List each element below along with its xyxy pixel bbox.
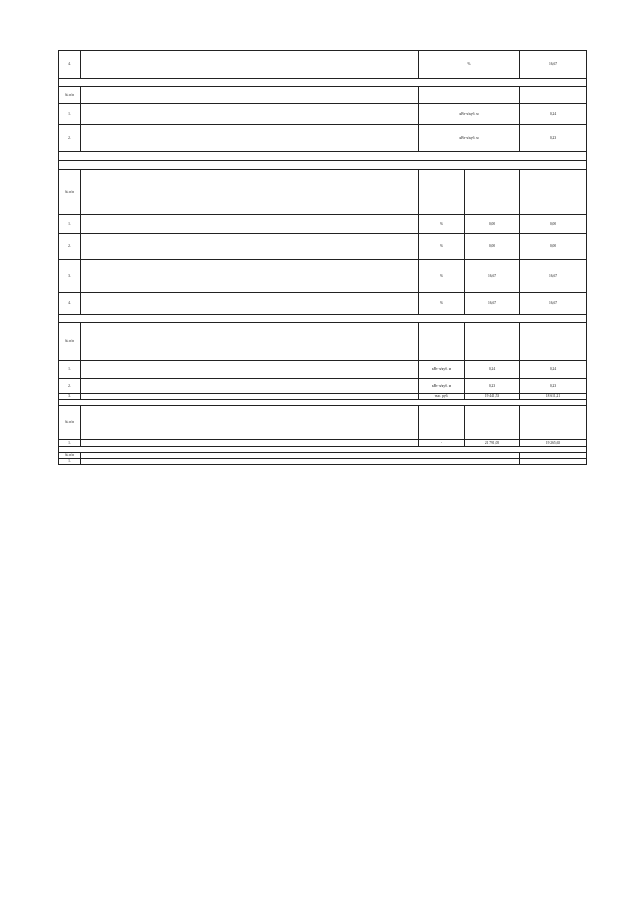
unit-cell: %	[419, 51, 520, 79]
indicator-name	[81, 104, 419, 125]
row-number: 1.	[59, 361, 81, 379]
header-fact	[520, 406, 587, 440]
plan-value: 21 791,05	[465, 440, 520, 447]
row-number: 2.	[59, 379, 81, 394]
indicator-name	[81, 215, 419, 234]
unit-cell: кВт·ч/куб. м	[419, 361, 465, 379]
unit-cell: кВт·ч/куб. м	[419, 125, 520, 152]
table-row	[59, 293, 587, 315]
header-unit	[419, 87, 520, 104]
base-value: 0,00	[465, 215, 520, 234]
header-name	[81, 170, 419, 215]
table-row	[59, 125, 587, 152]
table-row	[59, 315, 587, 323]
header-plan	[465, 406, 520, 440]
header-base	[465, 323, 520, 361]
fact-value: 19 265,65	[520, 440, 587, 447]
row-number: 4.	[59, 293, 81, 315]
unit-cell: кВт·ч/куб. м	[419, 104, 520, 125]
row-number: 3.	[59, 394, 81, 400]
header-unit	[419, 323, 465, 361]
table-header-row	[59, 406, 587, 440]
header-num: № п/п	[59, 453, 81, 459]
energy-title	[59, 79, 587, 87]
base-value: 16,67	[465, 260, 520, 293]
unit-cell: -	[419, 440, 465, 447]
plan-value: 16,67	[520, 293, 587, 315]
row-number: 3.	[59, 260, 81, 293]
value-cell: 0,23	[520, 125, 587, 152]
plan-value: 0,00	[520, 215, 587, 234]
quality-title	[59, 161, 587, 170]
unit-cell: тыс. руб.	[419, 394, 465, 400]
indicator-name	[81, 51, 419, 79]
indicator-name	[81, 260, 419, 293]
plan-value: 0,00	[520, 234, 587, 260]
plan-value: 0,23	[520, 379, 587, 394]
header-num: № п/п	[59, 323, 81, 361]
plan-value: 16,67	[520, 260, 587, 293]
unit-cell: кВт·ч/куб. м	[419, 379, 465, 394]
header-unit	[419, 170, 465, 215]
header-name	[81, 406, 419, 440]
plan-value: 0,24	[520, 361, 587, 379]
indicator-name	[81, 379, 419, 394]
table-row	[59, 51, 587, 79]
header-num: № п/п	[59, 170, 81, 215]
base-value: 0,24	[465, 361, 520, 379]
header-plan	[520, 170, 587, 215]
table-row	[59, 459, 587, 465]
base-value: 19 441,53	[465, 394, 520, 400]
table-row	[59, 361, 587, 379]
header-name	[81, 87, 419, 104]
value-cell: 16,67	[520, 51, 587, 79]
table-row	[59, 215, 587, 234]
base-value: 0,23	[465, 379, 520, 394]
table-row	[59, 79, 587, 87]
table-row	[59, 260, 587, 293]
document-page	[58, 50, 586, 465]
header-num: № п/п	[59, 87, 81, 104]
table-header-row	[59, 87, 587, 104]
unit-cell: %	[419, 293, 465, 315]
header-plan	[520, 323, 587, 361]
header-unit	[419, 406, 465, 440]
row-number: 2.	[59, 234, 81, 260]
unit-cell: %	[419, 260, 465, 293]
indicator-name	[81, 440, 419, 447]
doc-table	[58, 50, 587, 465]
table-header-row	[59, 170, 587, 215]
indicator-name	[81, 125, 419, 152]
table-header-row	[59, 323, 587, 361]
unit-cell: %	[419, 215, 465, 234]
table-row	[59, 234, 587, 260]
plan-value: 18 611,21	[520, 394, 587, 400]
row-number: 1.	[59, 215, 81, 234]
activity-name	[81, 459, 520, 465]
unit-cell: %	[419, 234, 465, 260]
table-row	[59, 152, 587, 161]
value-cell: 0,24	[520, 104, 587, 125]
row-number: 2.	[59, 125, 81, 152]
row-number: 1.	[59, 440, 81, 447]
header-num: № п/п	[59, 406, 81, 440]
header-value	[520, 87, 587, 104]
base-value: 0,00	[465, 234, 520, 260]
header-base	[465, 170, 520, 215]
indicator-name	[81, 293, 419, 315]
row-number: 4.	[59, 51, 81, 79]
row-number: 1.	[59, 104, 81, 125]
header-name	[81, 323, 419, 361]
table-row	[59, 104, 587, 125]
section-9-title	[59, 152, 587, 161]
table-row	[59, 440, 587, 447]
base-value: 16,67	[465, 293, 520, 315]
period-cell	[520, 459, 587, 465]
table-row	[59, 161, 587, 170]
indicator-name	[81, 234, 419, 260]
indicator-name	[81, 361, 419, 379]
energy-title-2	[59, 315, 587, 323]
table-row	[59, 379, 587, 394]
row-number: 1.	[59, 459, 81, 465]
